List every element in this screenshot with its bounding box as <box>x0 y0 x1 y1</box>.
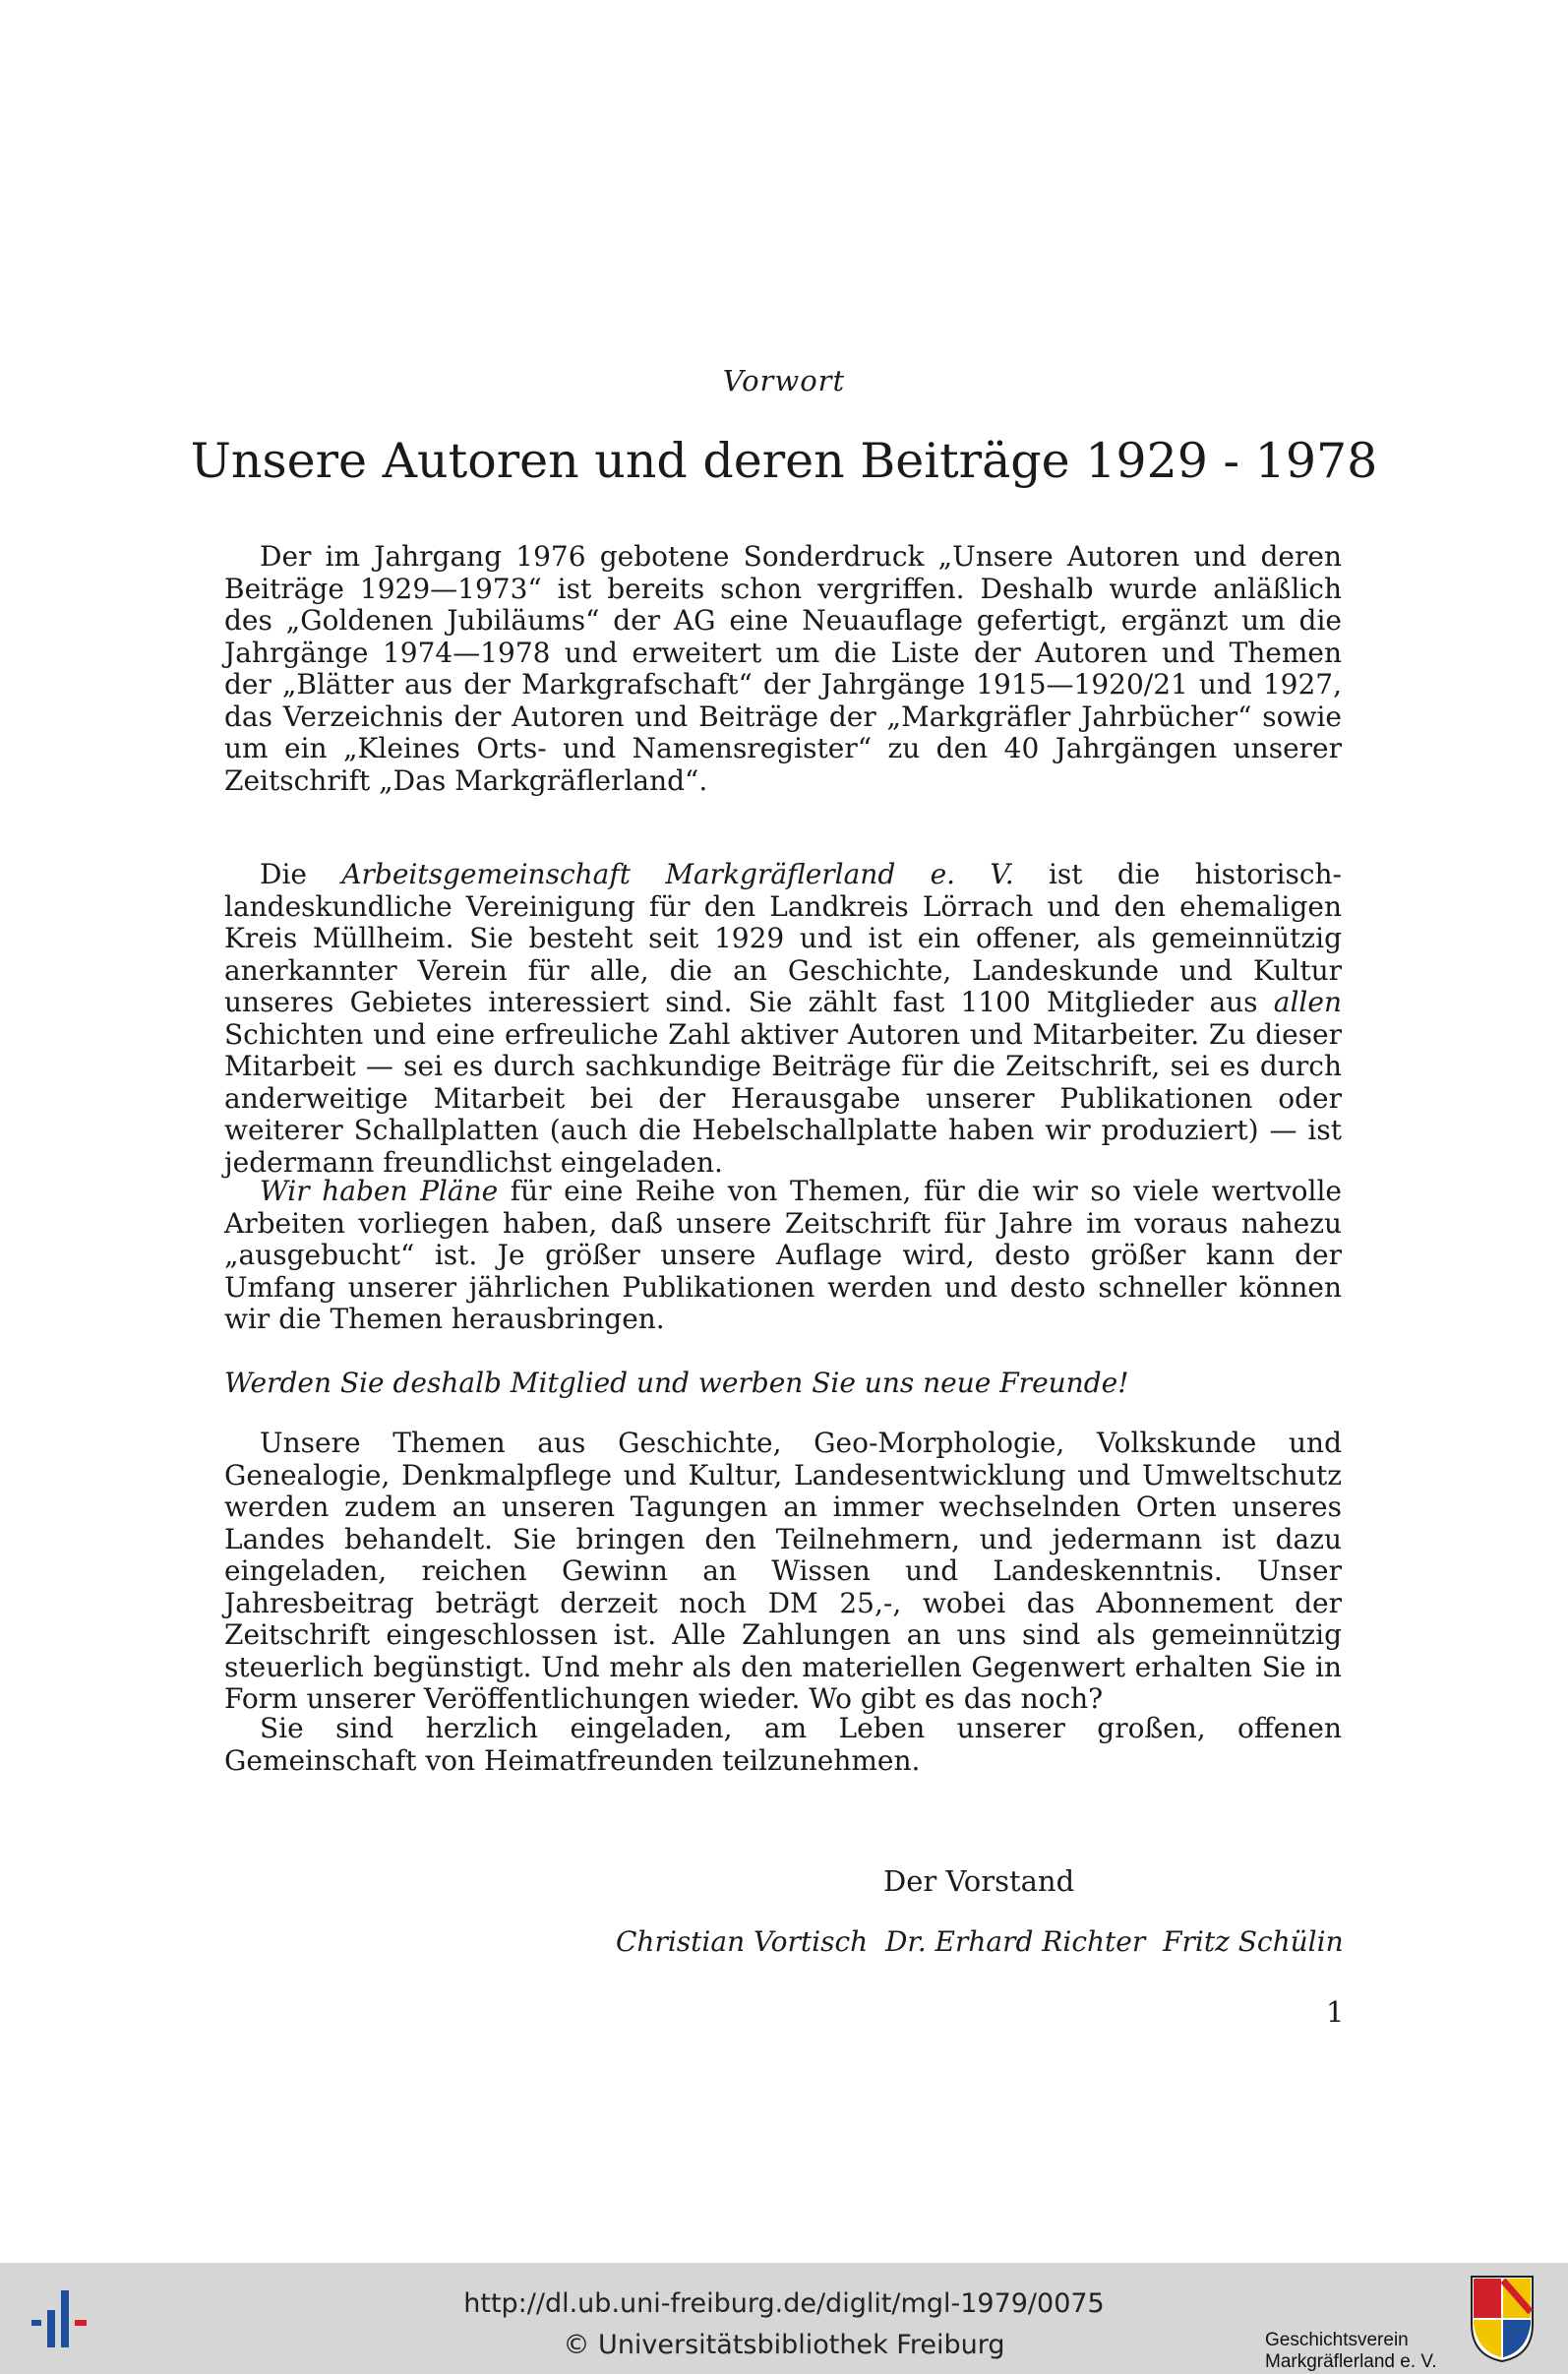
footer-bar <box>0 2263 1568 2374</box>
emphasis-allen: allen <box>1273 986 1342 1018</box>
paragraph-2 <box>224 859 1342 1179</box>
organization-name: Arbeitsgemeinschaft Markgräflerland e. V. <box>341 858 1014 890</box>
paragraph-2-lead: Die <box>260 858 342 890</box>
coat-of-arms-icon <box>1468 2273 1537 2363</box>
signature-heading: Der Vorstand <box>883 1864 1075 1898</box>
paragraph-3-text: für eine Reihe von Themen, für die wir so viele wertvolle Arbeiten vorliegen haben, daß unsere Zeitschrift für Jahre im voraus nahezu „ausgebucht“ ist. Je größer unsere Auflage wird, desto größer kann der Umfang unserer jährlichen Publikationen werden und desto schneller können wir die Themen herausbringen. <box>224 1175 1342 1335</box>
call-to-action: Werden Sie deshalb Mitglied und werben Sie uns neue Freunde! <box>224 1367 1129 1399</box>
paragraph-3 <box>224 1176 1342 1336</box>
paragraph-2-text-a: ist die historisch-landeskundliche Vereinigung für den Landkreis Lörrach und den ehemaligen Kreis Müllheim. Sie besteht seit 1929 und ist ein offener, als gemeinnützig anerkannter Verein für alle, die an Geschichte, Landeskunde und Kultur unseres Gebietes interessiert sind. Sie zählt fast 1100 Mitglieder aus <box>224 858 1343 1018</box>
page-title: Unsere Autoren und deren Beiträge 1929 - 1978 <box>190 433 1378 489</box>
signature-names: Christian Vortisch Dr. Erhard Richter Fritz Schülin <box>616 1925 1344 1958</box>
organization-line-2: Markgräflerland e. V. <box>1265 2351 1437 2372</box>
organization-label <box>1265 2330 1437 2373</box>
organization-line-1: Geschichtsverein <box>1265 2330 1409 2350</box>
emphasis-plans: Wir haben Pläne <box>260 1175 499 1207</box>
section-label: Vorwort <box>722 364 846 397</box>
paragraph-6: Sie sind herzlich eingeladen, am Leben unserer großen, offenen Gemeinschaft von Heimatfreunden teilzunehmen. <box>224 1712 1342 1777</box>
paragraph-2-text-b: Schichten und eine erfreuliche Zahl aktiver Autoren und Mitarbeiter. Zu dieser Mitarbeit — sei es durch sachkundige Beiträge für die Zeitschrift, sei es durch anderweitige Mitarbeit bei der Herausgabe unserer Publikationen oder weiterer Schallplatten (auch die Hebelschallplatte haben wir produziert) — ist jedermann freundlichst eingeladen. <box>224 1017 1342 1179</box>
page-number: 1 <box>1326 1995 1345 2029</box>
paragraph-1: Der im Jahrgang 1976 gebotene Sonderdruck „Unsere Autoren und deren Beiträge 1929—1973“ ist bereits schon vergriffen. Deshalb wurde anläßlich des „Goldenen Jubiläums“ der AG eine Neuauflage gefertigt, ergänzt um die Jahrgänge 1974—1978 und erweitert um die Liste der Autoren und Themen der „Blätter aus der Markgrafschaft“ der Jahrgänge 1915—1920/21 und 1927, das Verzeichnis der Autoren und Beiträge der „Markgräfler Jahrbücher“ sowie um ein „Kleines Orts- und Namensregister“ zu den 40 Jahrgängen unserer Zeitschrift „Das Markgräflerland“. <box>224 540 1342 797</box>
copyright-text: © Universitätsbibliothek Freiburg <box>563 2330 1005 2360</box>
paragraph-5: Unsere Themen aus Geschichte, Geo-Morphologie, Volkskunde und Genealogie, Denkmalpflege und Kultur, Landesentwicklung und Umweltschutz werden zudem an unseren Tagungen an immer wechselnden Orten unseres Landes behandelt. Sie bringen den Teilnehmern, und jedermann ist dazu eingeladen, reichen Gewinn an Wissen und Landeskenntnis. Unser Jahresbeitrag beträgt derzeit noch DM 25,-, wobei das Abonnement der Zeitschrift eingeschlossen ist. Alle Zahlungen an uns sind als gemeinnützig steuerlich begünstigt. Und mehr als den materiellen Gegenwert erhalten Sie in Form unserer Veröffentlichungen wieder. Wo gibt es das noch? <box>224 1427 1342 1715</box>
source-url-link[interactable]: http://dl.ub.uni-freiburg.de/diglit/mgl-1979/0075 <box>463 2288 1105 2319</box>
